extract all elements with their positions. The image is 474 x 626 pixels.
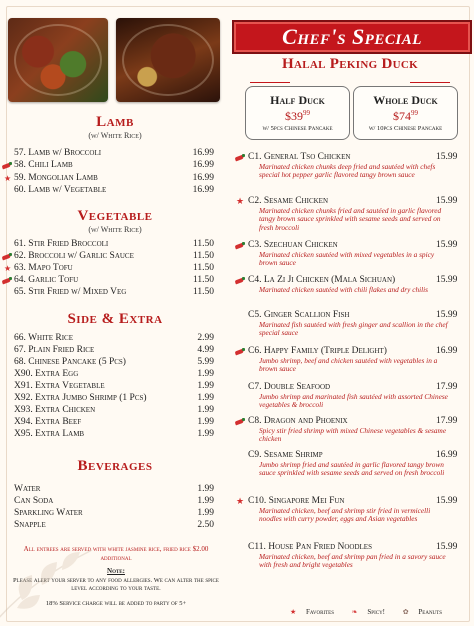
chef-special-name: C9. Sesame Shrimp	[248, 450, 323, 460]
section-title-beverages: Beverages	[77, 458, 153, 474]
menu-item-name: X91. Extra Vegetable	[14, 381, 105, 391]
menu-item-name: 64. Garlic Tofu	[14, 275, 79, 285]
chef-special-description: Marinated chicken sautéed with mixed vegetables in a spicy brown sauce	[259, 250, 435, 268]
chef-special-description: Marinated chicken chunks deep fried and sautéed with chefs special hot pepper garlic flavored tangy brown sauce	[259, 162, 436, 180]
menu-item-name: Sparkling Water	[14, 508, 83, 518]
menu-item-price: 1.99	[197, 369, 214, 379]
chef-special-price: 15.99	[436, 275, 458, 285]
menu-item-price: 11.50	[192, 275, 214, 285]
menu-item-name: X93. Extra Chicken	[14, 405, 96, 415]
menu-item	[14, 417, 214, 428]
chef-special-name: C2. Sesame Chicken	[248, 196, 328, 206]
food-photo-duck	[116, 18, 220, 102]
chefs-special-title: Chef's Special	[282, 24, 422, 49]
chef-special-price: 15.99	[436, 310, 458, 320]
menu-item-name: 63. Mapo Tofu	[14, 263, 73, 273]
legend-peanuts: ✿ Peanuts	[402, 608, 443, 616]
chef-special-price: 15.99	[436, 152, 458, 162]
chili-pepper-icon	[1, 276, 11, 285]
menu-item-name: 58. Chili Lamb	[14, 160, 73, 171]
menu-item-name: X94. Extra Beef	[14, 417, 82, 427]
menu-item	[14, 275, 214, 286]
chef-special-price: 17.99	[436, 382, 458, 392]
star-icon: ★	[4, 173, 12, 183]
menu-item	[14, 508, 214, 519]
menu-item-price: 5.99	[197, 357, 214, 367]
chili-pepper-icon	[234, 241, 244, 250]
menu-item-name: 57. Lamb w/ Broccoli	[14, 148, 102, 158]
menu-item-price: 11.50	[192, 239, 214, 249]
menu-item-price: 11.50	[192, 263, 214, 273]
menu-item	[14, 405, 214, 416]
half-duck-price: $\$39^{99}$	[285, 109, 310, 123]
chef-special-name: C8. Dragon and Phoenix	[248, 416, 348, 426]
menu-item-price: 11.50	[192, 251, 214, 261]
menu-item	[14, 369, 214, 380]
menu-item-name: Water	[14, 484, 41, 494]
chef-special-price: 16.99	[436, 346, 458, 356]
menu-item	[14, 148, 214, 159]
whole-duck-price: $\$74^{99}$	[393, 109, 418, 123]
star-icon: ★	[236, 196, 245, 206]
menu-item-name: X95. Extra Lamb	[14, 429, 85, 439]
leaf-decoration-icon	[0, 540, 102, 626]
chef-special-name: C4. La Zi Ji Chicken (Mala Sichuan)	[248, 275, 396, 285]
menu-item	[4, 263, 214, 274]
food-photo-lamb	[8, 18, 108, 102]
chili-pepper-icon	[234, 276, 244, 285]
menu-item-price: 11.50	[192, 287, 214, 297]
menu-item	[14, 160, 214, 171]
menu-item	[14, 287, 214, 298]
menu-item	[14, 484, 214, 495]
menu-item-name: 67. Plain Fried Rice	[14, 345, 95, 355]
chef-special-name: C5. Ginger Scallion Fish	[248, 310, 350, 320]
menu-item-name: Can Soda	[14, 496, 54, 506]
duck-title-rule-left	[250, 82, 290, 83]
star-icon: ★	[290, 608, 297, 616]
menu-item-price: 16.99	[192, 148, 214, 158]
menu-item-price: 1.99	[197, 484, 214, 494]
section-title-lamb: Lamb	[96, 114, 134, 130]
legend-spicy: ❧ Spicy!	[351, 608, 386, 616]
chef-special-description: Marinated chicken, beef and shrimp stir fried in vermicelli noodles with curry powder, eggs and Asian vegetables	[259, 506, 431, 524]
menu-item-price: 1.99	[197, 393, 214, 403]
chef-special-price: 15.99	[436, 196, 458, 206]
note-label: Note:	[107, 567, 125, 575]
chefs-special-banner	[232, 20, 472, 54]
chef-special-description: Marinated chicken, beef and shrimp pan fried in a savory sauce with fresh and bright vegetables	[259, 552, 446, 570]
menu-item-price: 1.99	[197, 508, 214, 518]
chef-special-name: C1. General Tso Chicken	[248, 152, 351, 162]
menu-item-name: 66. White Rice	[14, 333, 73, 343]
menu-item-price: 1.99	[197, 496, 214, 506]
menu-item-price: 1.99	[197, 417, 214, 427]
chili-pepper-icon	[1, 252, 11, 261]
menu-item-price: 4.99	[197, 345, 214, 355]
chef-special-price: 15.99	[436, 496, 458, 506]
menu-item	[14, 393, 214, 404]
section-title-vegetable: Vegetable	[77, 208, 153, 224]
section-subtitle-vegetable: (w/ White Rice)	[88, 225, 142, 234]
chef-special-price: 15.99	[436, 542, 458, 552]
section-subtitle-lamb: (w/ White Rice)	[88, 131, 142, 140]
menu-item	[14, 520, 214, 531]
menu-item-name: X90. Extra Egg	[14, 369, 79, 379]
menu-item	[14, 429, 214, 440]
chef-special-price: 16.99	[436, 450, 458, 460]
chef-special-description: Spicy stir fried shrimp with mixed Chinese vegetables & sesame chicken	[259, 426, 447, 444]
menu-item-name: 68. Chinese Pancake (5 Pcs)	[14, 357, 126, 367]
menu-item	[14, 251, 214, 262]
chef-special-description: Jumbo shrimp, beef and chicken sautéed with vegetables in a brown sauce	[259, 356, 438, 374]
menu-item	[14, 345, 214, 356]
menu-item	[14, 357, 214, 368]
menu-item-name: Snapple	[14, 520, 46, 530]
chili-pepper-icon: ❧	[351, 608, 358, 616]
food-photos	[8, 18, 220, 104]
chef-special-name: C7. Double Seafood	[248, 382, 331, 392]
chili-pepper-icon	[234, 347, 244, 356]
chef-special-price: 15.99	[436, 240, 458, 250]
note-text: Please alert your server to any food allergies. We can alter the spice level according to your taste.	[13, 577, 219, 592]
chef-special-description: Jumbo shrimp fried and sautéed in garlic flavored tangy brown sauce sprinkled with sesame seeds and served on fresh broccoli	[259, 460, 445, 478]
peanut-icon: ✿	[402, 608, 409, 616]
section-title-side: Side & Extra	[67, 311, 163, 327]
menu-item-name: 59. Mongolian Lamb	[14, 172, 98, 183]
half-duck-name: Half Duck	[270, 93, 325, 107]
chili-pepper-icon	[1, 161, 11, 170]
legend-favorites: ★ Favorites	[290, 608, 335, 616]
chef-special-description: Marinated fish sautéed with fresh ginger and scallion in the chef special sauce	[259, 320, 448, 338]
menu-item-price: 16.99	[192, 172, 214, 183]
menu-item	[14, 239, 214, 250]
chef-special-description: Jumbo shrimp and marinated fish sautéed with assorted Chinese vegetables & broccoli	[259, 392, 448, 410]
menu-item-price: 1.99	[197, 405, 214, 415]
menu-item-price: 1.99	[197, 429, 214, 439]
chef-special-name: C6. Happy Family (Triple Delight)	[248, 346, 387, 356]
menu-item	[14, 333, 214, 344]
menu-item-price: 16.99	[192, 185, 214, 196]
star-icon: ★	[4, 264, 12, 273]
menu-item-name: 61. Stir Fried Broccoli	[14, 239, 109, 249]
chef-special-name: C3. Szechuan Chicken	[248, 240, 338, 250]
menu-item-name: 60. Lamb w/ Vegetable	[14, 185, 107, 196]
menu-item	[14, 496, 214, 507]
whole-duck-note: w/ 10pcs Chinese Pancake	[368, 125, 443, 132]
whole-duck-name: Whole Duck	[373, 93, 438, 107]
whole-duck-box	[353, 86, 458, 140]
chili-pepper-icon	[234, 417, 244, 426]
peking-duck-title: Halal Peking Duck	[282, 56, 418, 72]
chef-special-name: C11. House Pan Fried Noodles	[248, 542, 372, 552]
menu-item-price: 16.99	[192, 160, 214, 171]
menu-item-price: 2.50	[197, 520, 214, 530]
entrees-note: All entrees are served with white jasmine rice, fried rice $2.00 additional	[23, 545, 209, 562]
menu-item-name: X92. Extra Jumbo Shrimp (1 Pcs)	[14, 393, 147, 403]
legend	[290, 608, 458, 616]
half-duck-box	[245, 86, 350, 140]
chef-special-description: Marinated chicken chunks fried and sautéed in garlic flavored tangy brown sauce sprinkled with sesame seeds and served on fresh broccoli	[259, 206, 442, 232]
chili-pepper-icon	[234, 153, 244, 162]
chef-special-description: Marinated chicken sautéed with chili flakes and dry chilis	[259, 285, 429, 294]
star-icon: ★	[236, 496, 245, 506]
duck-title-rule-right	[410, 82, 450, 83]
menu-item	[4, 172, 214, 184]
half-duck-note: w/ 5pcs Chinese Pancake	[262, 125, 333, 132]
chef-special-price: 17.99	[436, 416, 458, 426]
chef-special-name: C10. Singapore Mei Fun	[248, 496, 345, 506]
menu-item	[14, 185, 214, 196]
menu-item-price: 2.99	[197, 333, 214, 343]
menu-item-name: 62. Broccoli w/ Garlic Sauce	[14, 251, 134, 261]
menu-item-price: 1.99	[197, 381, 214, 391]
menu-item-name: 65. Stir Fried w/ Mixed Veg	[14, 287, 127, 297]
menu-item	[14, 381, 214, 392]
service-charge-note: 18% Service charge will be added to party of 5+	[45, 600, 187, 607]
